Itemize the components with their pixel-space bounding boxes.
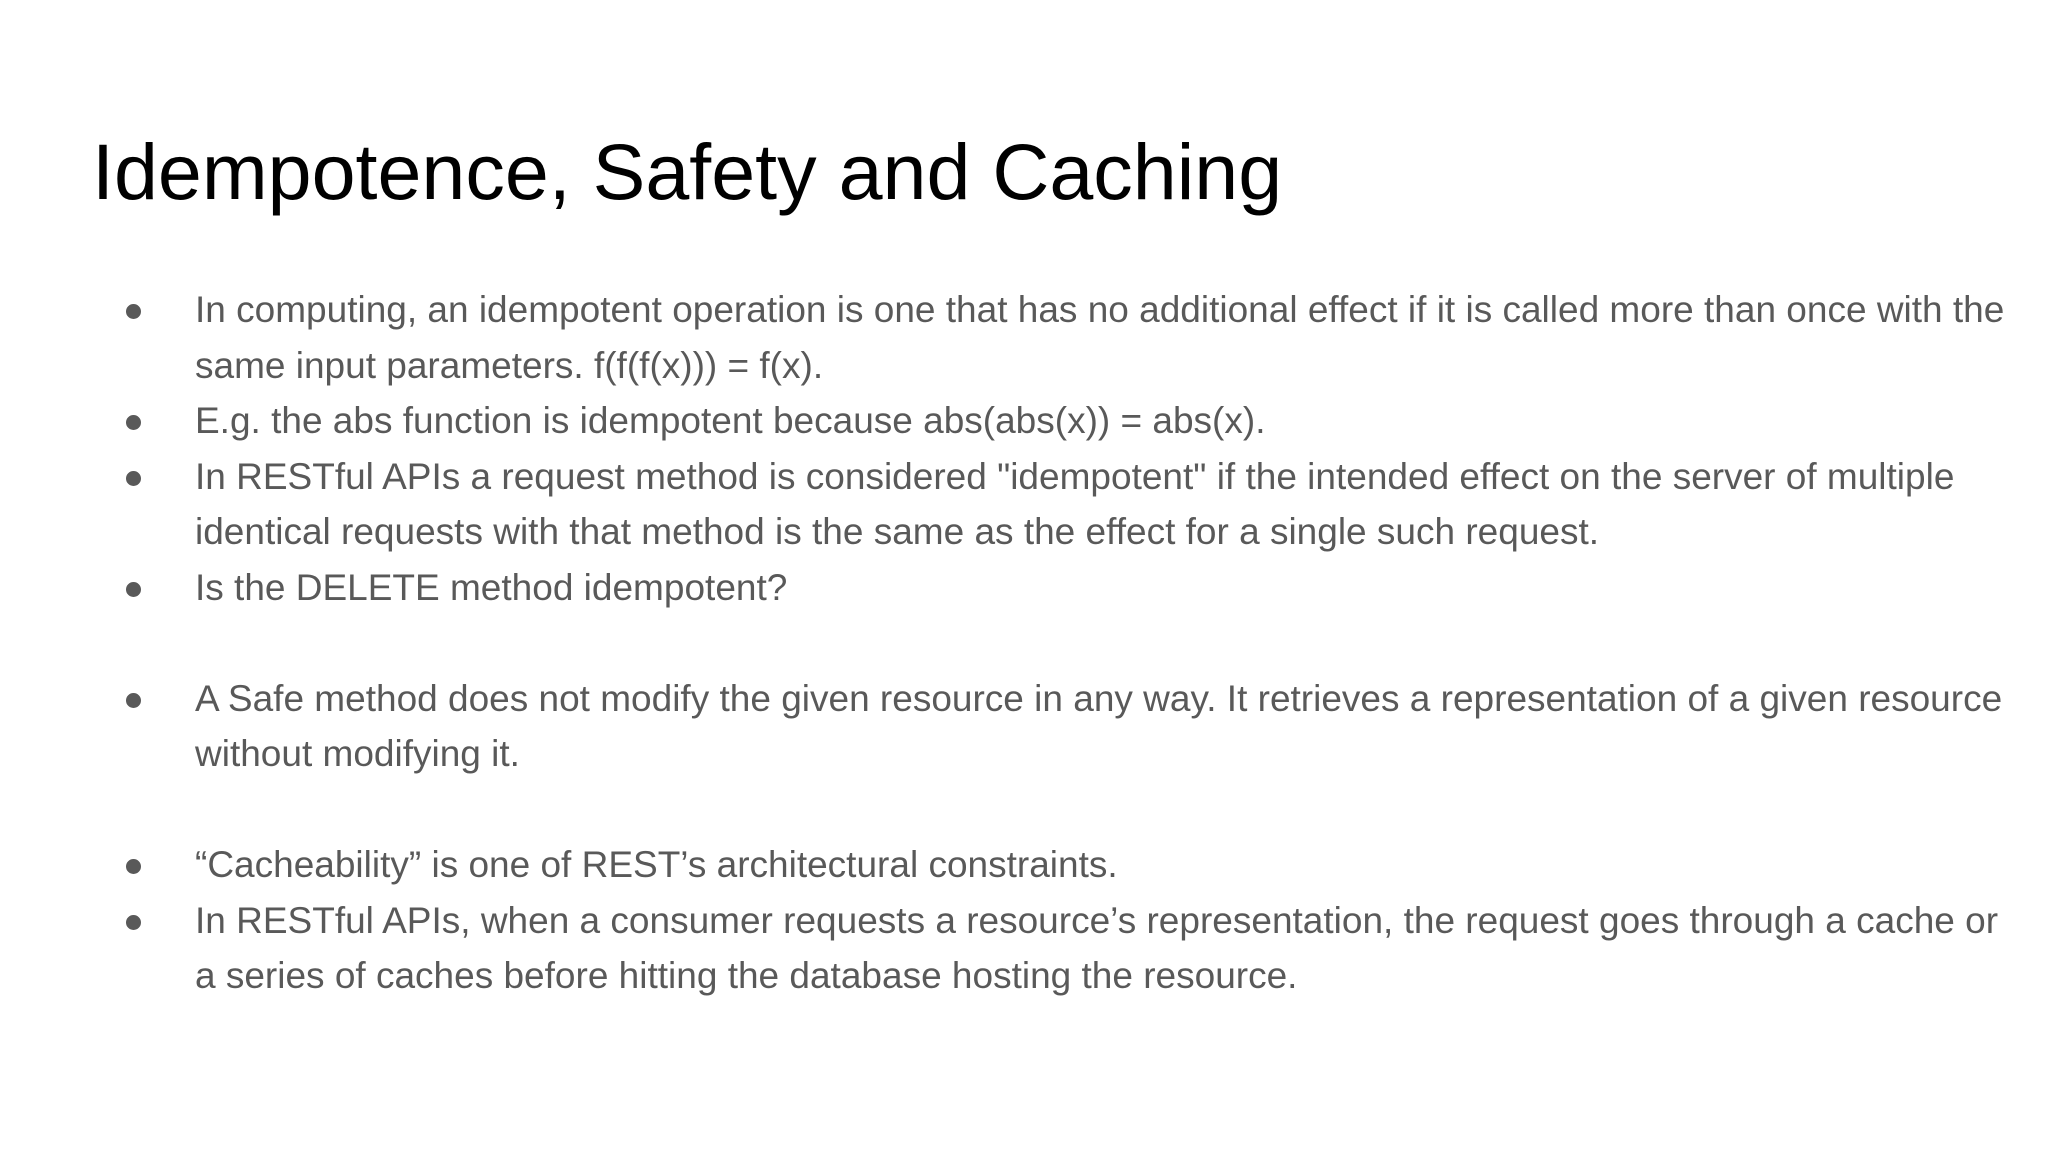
bullet-spacer bbox=[0, 782, 2048, 838]
bullet-spacer bbox=[0, 615, 2048, 671]
bullet-item-delete-question bbox=[0, 560, 2048, 616]
bullet-text: Is the DELETE method idempotent? bbox=[195, 566, 788, 608]
slide-title: Idempotence, Safety and Caching bbox=[92, 127, 1283, 216]
bullet-dot-icon bbox=[126, 859, 141, 874]
bullet-item-safe-method bbox=[0, 671, 2048, 782]
bullet-text: E.g. the abs function is idempotent because abs(abs(x)) = abs(x). bbox=[195, 400, 1266, 441]
bullet-text: In computing, an idempotent operation is one that has no additional effect if it is called more than once with the same input parameters. f(f(f(x))) = f(x). bbox=[195, 289, 2005, 386]
bullet-item-cache-flow bbox=[0, 893, 2048, 1004]
bullet-text: “Cacheability” is one of REST’s architectural constraints. bbox=[195, 844, 1118, 885]
bullet-dot-icon bbox=[126, 915, 141, 930]
bullet-dot-icon bbox=[126, 693, 141, 708]
bullet-text: In RESTful APIs a request method is considered "idempotent" if the intended effect on the server of multiple identical requests with that method is the same as the effect for a single such request. bbox=[195, 455, 1955, 552]
bullet-dot-icon bbox=[126, 582, 141, 597]
bullet-item-abs-example bbox=[0, 393, 2048, 449]
bullet-text: A Safe method does not modify the given resource in any way. It retrieves a representation of a given resource without modifying it. bbox=[195, 677, 2003, 774]
bullet-item-cacheability bbox=[0, 837, 2048, 893]
bullet-item-idempotent-definition bbox=[0, 282, 2048, 393]
bullet-item-restful-idempotent bbox=[0, 449, 2048, 560]
bullet-dot-icon bbox=[126, 471, 141, 486]
bullet-dot-icon bbox=[126, 304, 141, 319]
bullet-list bbox=[0, 282, 2048, 1004]
bullet-text: In RESTful APIs, when a consumer requests a resource’s representation, the request goes through a cache or a series of caches before hitting the database hosting the resource. bbox=[195, 899, 1999, 996]
bullet-dot-icon bbox=[126, 415, 141, 430]
